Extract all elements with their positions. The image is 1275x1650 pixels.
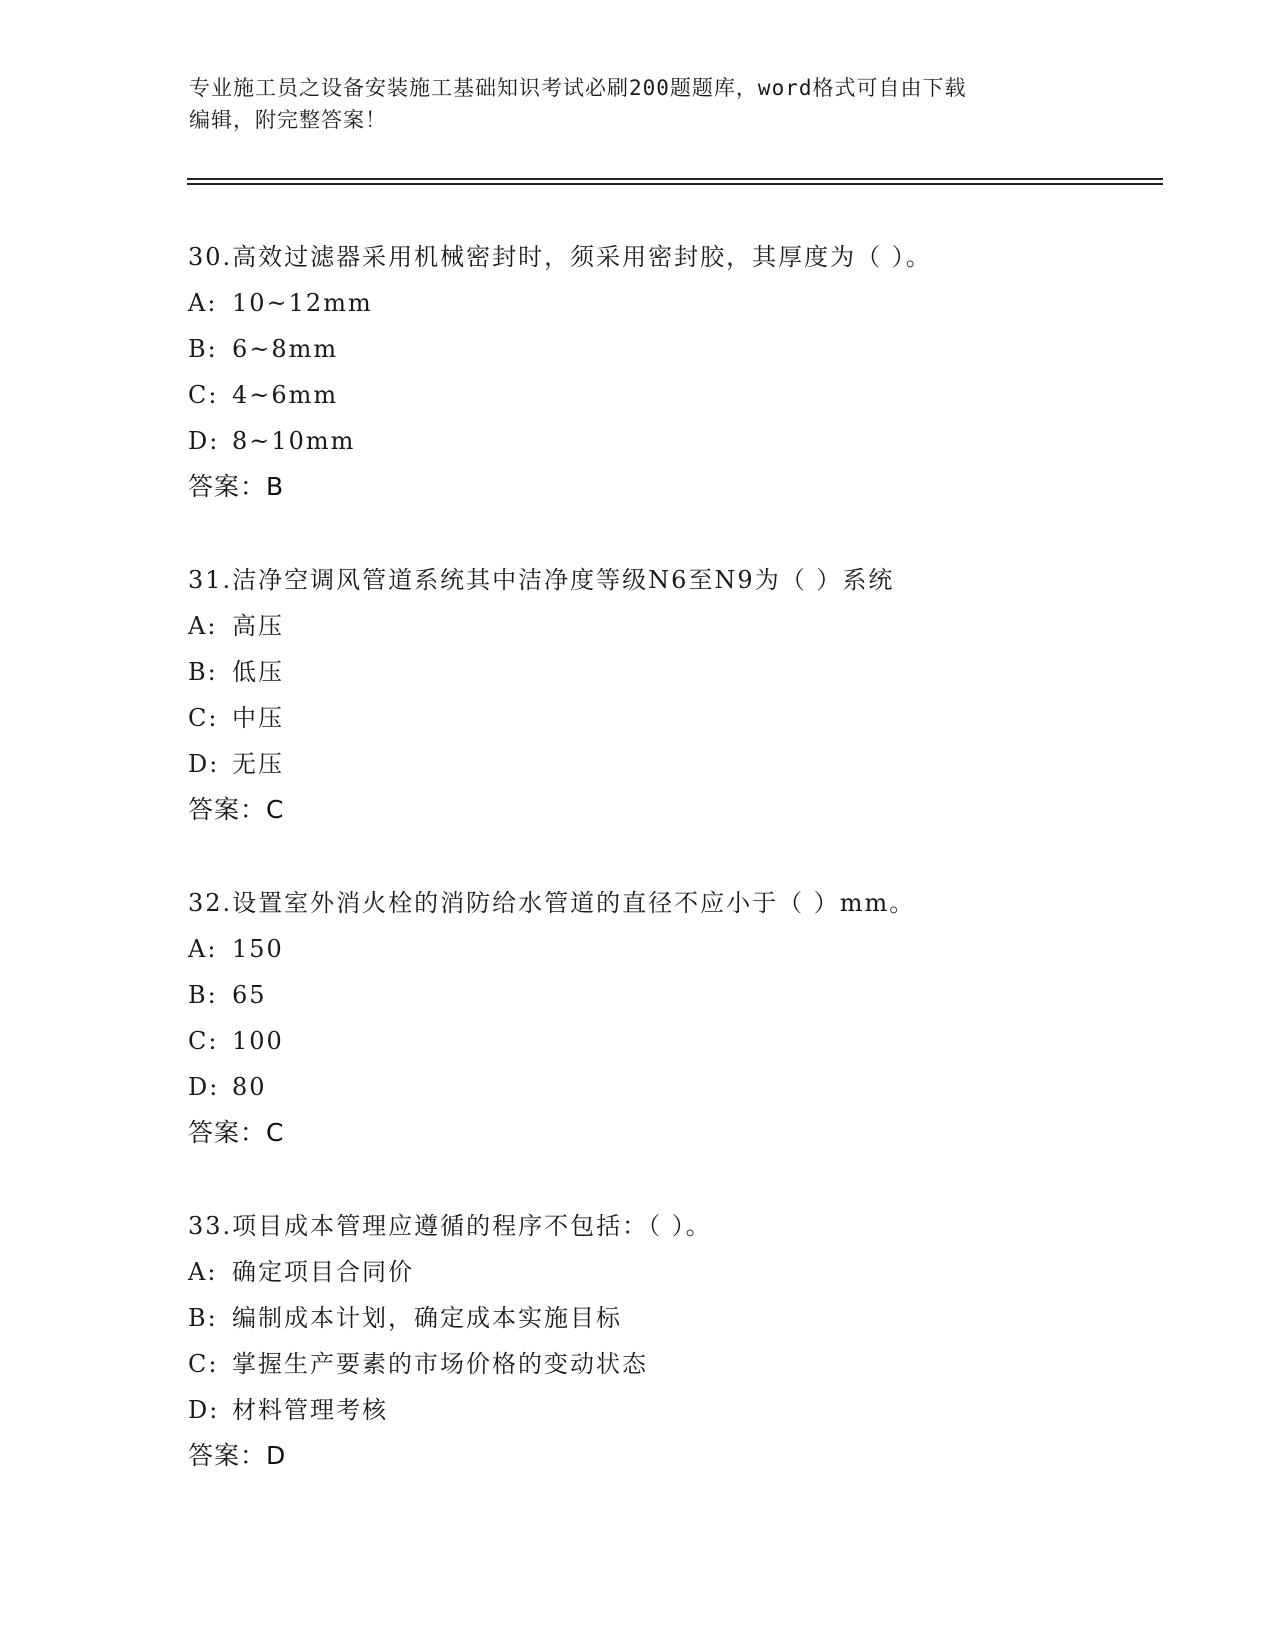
option-b: [188, 326, 1178, 372]
option-text: 6~8mm: [232, 335, 339, 363]
option-d: [188, 741, 1178, 787]
answer-text: 答案：C: [188, 1118, 285, 1147]
option-letter: C:: [188, 1027, 219, 1055]
option-text: 8~10mm: [232, 427, 356, 455]
question-text: 33.项目成本管理应遵循的程序不包括：（ ）。: [188, 1212, 712, 1240]
document-header: [189, 72, 1089, 136]
question-text: 31.洁净空调风管道系统其中洁净度等级N6至N9为（ ）系统: [188, 566, 895, 594]
option-letter: A:: [188, 935, 218, 963]
option-d: [188, 1387, 1178, 1433]
option-letter: C:: [188, 1350, 219, 1378]
option-letter: B:: [188, 981, 218, 1009]
option-c: [188, 372, 1178, 418]
option-d: [188, 418, 1178, 464]
option-letter: B:: [188, 658, 218, 686]
header-line-2: 编辑，附完整答案！: [189, 108, 387, 132]
option-b: [188, 972, 1178, 1018]
question-text: 32.设置室外消火栓的消防给水管道的直径不应小于（ ）mm。: [188, 889, 916, 917]
option-text: 材料管理考核: [232, 1396, 388, 1424]
option-text: 65: [232, 981, 267, 1009]
option-letter: A:: [188, 1258, 218, 1286]
header-divider-bottom: [187, 183, 1163, 185]
header-line-1: 专业施工员之设备安装施工基础知识考试必刷200题题库，word格式可自由下载: [189, 76, 967, 100]
answer-text: 答案：D: [188, 1441, 287, 1470]
option-letter: B:: [188, 335, 218, 363]
option-d: [188, 1064, 1178, 1110]
option-text: 100: [232, 1027, 284, 1055]
option-letter: D:: [188, 1396, 220, 1424]
question-30: [188, 234, 1178, 510]
option-letter: D:: [188, 750, 220, 778]
option-text: 80: [232, 1073, 267, 1101]
option-a: [188, 603, 1178, 649]
option-letter: C:: [188, 704, 219, 732]
question-33: [188, 1203, 1178, 1479]
option-text: 确定项目合同价: [232, 1258, 414, 1286]
question-text: 30.高效过滤器采用机械密封时，须采用密封胶，其厚度为（ ）。: [188, 243, 932, 271]
option-c: [188, 1341, 1178, 1387]
option-text: 10~12mm: [232, 289, 373, 317]
option-text: 4~6mm: [232, 381, 339, 409]
option-a: [188, 280, 1178, 326]
option-letter: B:: [188, 1304, 218, 1332]
option-text: 中压: [232, 704, 284, 732]
option-text: 高压: [232, 612, 284, 640]
option-a: [188, 1249, 1178, 1295]
option-text: 低压: [232, 658, 284, 686]
question-31: [188, 557, 1178, 833]
option-text: 掌握生产要素的市场价格的变动状态: [232, 1350, 648, 1378]
answer-text: 答案：C: [188, 795, 285, 824]
option-letter: A:: [188, 289, 218, 317]
question-32: [188, 880, 1178, 1156]
option-letter: D:: [188, 1073, 220, 1101]
option-text: 150: [232, 935, 284, 963]
option-letter: D:: [188, 427, 220, 455]
option-letter: C:: [188, 381, 219, 409]
option-a: [188, 926, 1178, 972]
option-b: [188, 1295, 1178, 1341]
option-text: 编制成本计划，确定成本实施目标: [232, 1304, 622, 1332]
option-c: [188, 695, 1178, 741]
option-letter: A:: [188, 612, 218, 640]
answer-text: 答案：B: [188, 472, 285, 501]
option-c: [188, 1018, 1178, 1064]
option-b: [188, 649, 1178, 695]
option-text: 无压: [232, 750, 284, 778]
question-list: [188, 234, 1178, 1526]
header-divider-top: [187, 178, 1163, 180]
